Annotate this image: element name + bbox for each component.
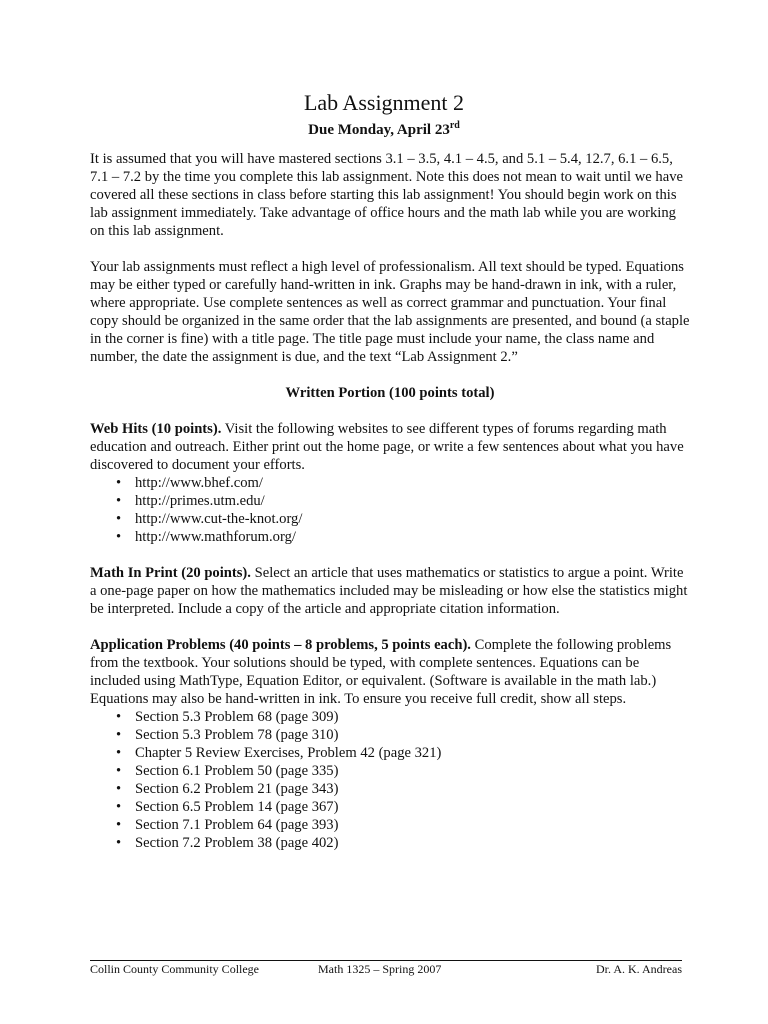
problem-text: Section 5.3 Problem 78 (page 310) xyxy=(135,727,339,743)
application-heading: Application Problems (40 points – 8 problems, 5 points each). xyxy=(90,637,471,653)
footer-college: Collin County Community College xyxy=(90,962,260,976)
list-item xyxy=(116,762,690,780)
bullet-icon: • xyxy=(116,745,122,761)
footer-instructor: Dr. A. K. Andreas xyxy=(596,962,682,976)
web-hits-heading: Web Hits (10 points). xyxy=(90,421,222,437)
bullet-icon: • xyxy=(116,529,122,545)
bullet-icon: • xyxy=(116,511,122,527)
web-link[interactable]: http://www.bhef.com/ xyxy=(135,475,263,491)
bullet-icon: • xyxy=(116,763,122,779)
math-in-print-section xyxy=(90,564,690,618)
web-hits-list xyxy=(90,474,690,546)
footer-divider xyxy=(90,960,682,961)
page-title: Lab Assignment 2 xyxy=(303,90,465,115)
application-text: Complete the following problems from the textbook. Your solutions should be typed, with complete sentences. Equations can be included using MathType, Equation Editor, or equivalent. (Software is available in the math lab.) Equations may also be hand-written in ink. To ensure you receive full credit, show all steps. xyxy=(90,637,672,707)
due-date xyxy=(0,116,768,140)
footer-course: Math 1325 – Spring 2007 xyxy=(318,962,442,976)
bullet-icon: • xyxy=(116,799,122,815)
bullet-icon: • xyxy=(116,475,122,491)
problem-text: Section 7.1 Problem 64 (page 393) xyxy=(135,817,339,833)
list-item xyxy=(116,726,690,744)
web-link[interactable]: http://www.cut-the-knot.org/ xyxy=(135,511,303,527)
intro-paragraph-2: Your lab assignments must reflect a high level of professionalism. All text should be typed. Equations may be either typed or carefully hand-written in ink. Graphs may be hand-drawn in ink, with a ruler, where appropriate. Use complete sentences as well as correct grammar and punctuation. Your final copy should be organized in the same order that the lab assignments are presented, and bound (a staple in the corner is fine) with a title page. The title page must include your name, the class name and number, the date the assignment is due, and the text “Lab Assignment 2.” xyxy=(90,259,690,365)
bullet-icon: • xyxy=(116,709,122,725)
math-in-print-paragraph xyxy=(90,564,690,618)
problem-text: Section 5.3 Problem 68 (page 309) xyxy=(135,709,339,725)
problem-text: Section 6.2 Problem 21 (page 343) xyxy=(135,781,339,797)
list-item xyxy=(116,744,690,762)
page-footer xyxy=(90,962,682,978)
problem-list xyxy=(90,708,690,852)
due-date-suffix: rd xyxy=(449,120,460,131)
document-body xyxy=(90,150,690,870)
written-portion-heading: Written Portion (100 points total) xyxy=(285,385,495,401)
bullet-icon: • xyxy=(116,781,122,797)
web-hits-paragraph xyxy=(90,420,690,474)
problem-text: Section 7.2 Problem 38 (page 402) xyxy=(135,835,339,851)
web-link[interactable]: http://www.mathforum.org/ xyxy=(135,529,296,545)
web-link[interactable]: http://primes.utm.edu/ xyxy=(135,493,265,509)
web-hits-section xyxy=(90,420,690,546)
application-problems-section xyxy=(90,636,690,852)
list-item xyxy=(116,528,690,546)
list-item xyxy=(116,780,690,798)
list-item xyxy=(116,798,690,816)
list-item xyxy=(116,708,690,726)
math-in-print-heading: Math In Print (20 points). xyxy=(90,565,251,581)
due-date-text: Due Monday, April 23 xyxy=(308,122,450,138)
list-item xyxy=(116,492,690,510)
problem-text: Section 6.5 Problem 14 (page 367) xyxy=(135,799,339,815)
title-block xyxy=(0,90,768,140)
bullet-icon: • xyxy=(116,835,122,851)
list-item xyxy=(116,474,690,492)
web-hits-text: Visit the following websites to see different types of forums regarding math education and outreach. Either print out the home page, or write a few sentences about what you have discovered to document your efforts. xyxy=(90,421,684,473)
list-item xyxy=(116,834,690,852)
list-item xyxy=(116,816,690,834)
application-paragraph xyxy=(90,636,690,708)
problem-text: Chapter 5 Review Exercises, Problem 42 (page 321) xyxy=(135,745,442,761)
bullet-icon: • xyxy=(116,727,122,743)
bullet-icon: • xyxy=(116,493,122,509)
bullet-icon: • xyxy=(116,817,122,833)
list-item xyxy=(116,510,690,528)
intro-paragraph-1: It is assumed that you will have mastered sections 3.1 – 3.5, 4.1 – 4.5, and 5.1 – 5.4, 12.7, 6.1 – 6.5, 7.1 – 7.2 by the time you complete this lab assignment. Note this does not mean to wait until we have covered all these sections in class before starting this lab assignment! You should begin work on this lab assignment immediately. Take advantage of office hours and the math lab while you are working on this lab assignment. xyxy=(90,151,683,239)
problem-text: Section 6.1 Problem 50 (page 335) xyxy=(135,763,339,779)
math-in-print-text: Select an article that uses mathematics or statistics to argue a point. Write a one-page paper on how the mathematics included may be misleading or how else the statistics might be interpreted. Include a copy of the article and appropriate citation information. xyxy=(90,565,688,617)
